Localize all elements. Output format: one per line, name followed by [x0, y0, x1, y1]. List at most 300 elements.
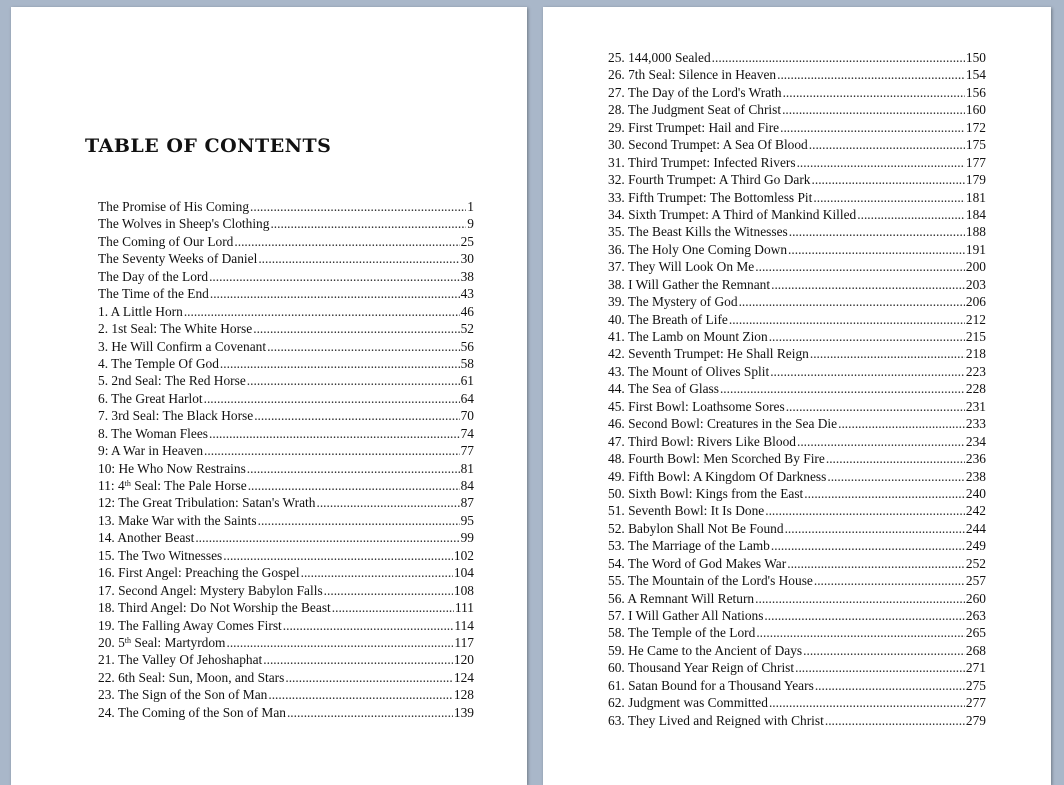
toc-entry-title-text: 49. Fifth Bowl: A Kingdom Of Darkness: [608, 468, 827, 484]
toc-entry[interactable]: [98, 564, 474, 581]
toc-list-right: [608, 49, 986, 729]
toc-page-number: 279: [965, 712, 986, 728]
toc-entry-title-text: The Promise of His Coming: [98, 199, 250, 214]
toc-dot-leader: [195, 529, 459, 546]
toc-dot-leader: [814, 572, 965, 589]
toc-entry-title-text: The Coming of Our Lord: [98, 233, 234, 249]
toc-entry-title: [608, 694, 768, 711]
toc-page-number: 160: [965, 102, 986, 118]
toc-page-number: 175: [965, 137, 986, 153]
toc-entry-title-text: 14. Another Beast: [98, 530, 195, 546]
toc-entry-title-text: The Time of the End: [98, 286, 209, 302]
toc-entry-title: [98, 285, 209, 302]
toc-dot-leader: [283, 617, 454, 634]
toc-entry[interactable]: [98, 686, 474, 703]
toc-page-number: 275: [965, 677, 986, 693]
toc-entry[interactable]: [608, 136, 986, 153]
toc-entry-title: [98, 547, 222, 564]
toc-entry-title-text: 51. Seventh Bowl: It Is Done: [608, 503, 765, 519]
toc-page-number: 111: [454, 600, 474, 616]
toc-entry[interactable]: [98, 250, 474, 267]
toc-entry-title-text: 42. Seventh Trumpet: He Shall Reign: [608, 346, 809, 362]
toc-entry-title: [98, 355, 219, 372]
toc-entry[interactable]: [608, 677, 986, 694]
toc-page-number: 233: [965, 416, 986, 432]
toc-page-number: 184: [965, 206, 986, 222]
toc-page-number: 139: [453, 704, 474, 720]
toc-dot-leader: [267, 338, 460, 355]
toc-entry[interactable]: [608, 572, 986, 589]
toc-dot-leader: [788, 241, 965, 258]
toc-entry-title: [608, 398, 785, 415]
toc-entry-title-text: 56. A Remnant Will Return: [608, 590, 755, 606]
toc-dot-leader: [795, 659, 965, 676]
toc-page-number: 43: [460, 286, 474, 302]
toc-dot-leader: [247, 372, 460, 389]
toc-entry-title-text: 6. The Great Harlot: [98, 390, 203, 406]
toc-entry-ordinal-suffix: th: [124, 635, 132, 645]
toc-page-number: 240: [965, 485, 986, 501]
toc-entry-title: [98, 494, 315, 511]
toc-entry[interactable]: [608, 398, 986, 415]
toc-dot-leader: [756, 624, 965, 641]
toc-dot-leader: [797, 433, 965, 450]
toc-dot-leader: [810, 345, 965, 362]
toc-entry-title-text: 12: The Great Tribulation: Satan's Wrath: [98, 495, 316, 511]
toc-entry-title: [608, 502, 764, 519]
toc-page-number: 244: [965, 520, 986, 536]
toc-entry[interactable]: [608, 363, 986, 380]
toc-dot-leader: [789, 223, 965, 240]
toc-entry-title-text: 52. Babylon Shall Not Be Found: [608, 520, 784, 536]
toc-dot-leader: [223, 547, 453, 564]
toc-entry[interactable]: [608, 712, 986, 729]
toc-entry-title: [98, 407, 253, 424]
toc-entry[interactable]: [608, 642, 986, 659]
toc-entry[interactable]: [608, 84, 986, 101]
toc-entry-title: [98, 390, 203, 407]
toc-entry-title: [98, 582, 323, 599]
toc-dot-leader: [254, 407, 459, 424]
toc-entry-title: [98, 303, 183, 320]
toc-entry[interactable]: [608, 293, 986, 310]
toc-entry[interactable]: [98, 529, 474, 546]
toc-entry-title-text: 63. They Lived and Reigned with Christ: [608, 712, 824, 728]
toc-dot-leader: [263, 651, 453, 668]
toc-page-number: 77: [460, 443, 474, 459]
toc-page-number: 117: [454, 634, 474, 650]
toc-entry-title-text: 17. Second Angel: Mystery Babylon Falls: [98, 582, 323, 598]
toc-entry[interactable]: [98, 494, 474, 511]
toc-entry-title: [98, 425, 208, 442]
toc-entry-title-text: 35. The Beast Kills the Witnesses: [608, 224, 788, 240]
toc-page-number: 218: [965, 346, 986, 362]
toc-entry-title-text: 29. First Trumpet: Hail and Fire: [608, 119, 780, 135]
toc-entry-title-text: 45. First Bowl: Loathsome Sores: [608, 398, 785, 414]
toc-entry[interactable]: [608, 450, 986, 467]
toc-entry-title-text: 31. Third Trumpet: Infected Rivers: [608, 154, 796, 170]
toc-entry[interactable]: [608, 380, 986, 397]
toc-page-number: 30: [460, 251, 474, 267]
toc-page-number: 52: [460, 321, 474, 337]
toc-entry[interactable]: [608, 590, 986, 607]
toc-dot-leader: [247, 460, 460, 477]
toc-entry-title: [608, 311, 728, 328]
toc-entry-title-text: 54. The Word of God Makes War: [608, 555, 787, 571]
toc-entry[interactable]: [608, 659, 986, 676]
toc-dot-leader: [234, 233, 459, 250]
toc-page-number: 242: [965, 503, 986, 519]
toc-entry-title: [608, 241, 787, 258]
toc-dot-leader: [226, 634, 453, 651]
toc-entry[interactable]: [608, 101, 986, 118]
toc-entry-title-text: 7. 3rd Seal: The Black Horse: [98, 408, 254, 424]
toc-entry[interactable]: [98, 651, 474, 668]
toc-page-number: 102: [453, 547, 474, 563]
toc-page-number: 277: [965, 695, 986, 711]
toc-page-number: 99: [460, 530, 474, 546]
toc-entry[interactable]: [608, 241, 986, 258]
toc-dot-leader: [826, 450, 965, 467]
toc-page-number: 124: [453, 669, 474, 685]
toc-dot-leader: [797, 154, 965, 171]
toc-dot-leader: [771, 537, 965, 554]
toc-page-number: 95: [460, 512, 474, 528]
toc-entry-title: [608, 555, 786, 572]
toc-entry-title-text: 5. 2nd Seal: The Red Horse: [98, 373, 246, 389]
toc-entry[interactable]: [98, 704, 474, 721]
toc-entry-title: [98, 512, 257, 529]
toc-dot-leader: [769, 328, 965, 345]
toc-entry-title: [608, 223, 788, 240]
toc-page-number: 128: [453, 687, 474, 703]
toc-entry-title-text: 57. I Will Gather All Nations: [608, 608, 764, 623]
toc-dot-leader: [248, 477, 460, 494]
toc-entry-title: [608, 171, 811, 188]
toc-entry-title: [608, 450, 825, 467]
toc-entry-title: [608, 607, 763, 624]
toc-dot-leader: [765, 502, 965, 519]
toc-dot-leader: [764, 607, 964, 624]
toc-entry-title: [608, 328, 768, 345]
toc-entry-title-text: 19. The Falling Away Comes First: [98, 617, 282, 633]
toc-entry-title-text: 37. They Will Look On Me: [608, 259, 755, 275]
toc-dot-leader: [301, 564, 453, 581]
toc-page-number: 70: [460, 408, 474, 424]
toc-entry-title: [608, 49, 711, 66]
toc-page-number: 231: [965, 398, 986, 414]
toc-page-number: 38: [460, 268, 474, 284]
toc-entry[interactable]: [98, 669, 474, 686]
toc-entry[interactable]: [608, 624, 986, 641]
toc-entry-title: [98, 599, 331, 616]
toc-entry-title: [98, 669, 284, 686]
toc-page-number: 74: [460, 425, 474, 441]
toc-entry[interactable]: [98, 599, 474, 616]
toc-entry[interactable]: [98, 338, 474, 355]
toc-entry-title: [608, 119, 779, 136]
toc-entry-title-text: 62. Judgment was Committed: [608, 695, 768, 711]
toc-dot-leader: [785, 520, 965, 537]
toc-entry-title: [608, 345, 809, 362]
toc-page-number: 154: [965, 67, 986, 83]
toc-dot-leader: [285, 669, 453, 686]
toc-entry-title-text: 58. The Temple of the Lord: [608, 625, 756, 641]
toc-entry[interactable]: [98, 372, 474, 389]
toc-dot-leader: [812, 171, 965, 188]
toc-entry[interactable]: [608, 345, 986, 362]
toc-entry-title: [98, 704, 286, 721]
toc-entry-title: [608, 572, 813, 589]
toc-entry[interactable]: [608, 485, 986, 502]
toc-entry-title-text: 48. Fourth Bowl: Men Scorched By Fire: [608, 451, 825, 467]
toc-page-number: 268: [965, 642, 986, 658]
toc-entry[interactable]: [98, 547, 474, 564]
toc-dot-leader: [838, 415, 965, 432]
toc-dot-leader: [204, 390, 460, 407]
toc-page-number: 114: [454, 617, 474, 633]
toc-entry-title-text: 13. Make War with the Saints: [98, 512, 257, 528]
toc-dot-leader: [771, 276, 965, 293]
toc-entry[interactable]: [608, 502, 986, 519]
toc-page-number: 1: [467, 199, 474, 214]
toc-page-number: 265: [965, 625, 986, 641]
toc-entry-title-text: 1. A Little Horn: [98, 303, 183, 319]
toc-entry[interactable]: [608, 537, 986, 554]
document-page-right: [543, 7, 1051, 785]
toc-entry[interactable]: [98, 512, 474, 529]
toc-entry-title: [98, 529, 194, 546]
toc-entry-title-text: 21. The Valley Of Jehoshaphat: [98, 652, 263, 668]
toc-entry[interactable]: [608, 119, 986, 136]
toc-entry[interactable]: [98, 617, 474, 634]
toc-dot-leader: [780, 119, 965, 136]
toc-entry-title: [608, 206, 856, 223]
toc-page-number: 181: [965, 189, 986, 205]
toc-dot-leader: [755, 590, 965, 607]
toc-entry-title-text: 59. He Came to the Ancient of Days: [608, 642, 803, 658]
toc-entry[interactable]: [608, 189, 986, 206]
toc-entry[interactable]: [98, 320, 474, 337]
toc-entry[interactable]: [98, 582, 474, 599]
toc-entry-title-text: 38. I Will Gather the Remnant: [608, 276, 771, 292]
toc-entry[interactable]: [98, 390, 474, 407]
toc-entry[interactable]: [608, 66, 986, 83]
toc-heading: TABLE OF CONTENTS: [85, 135, 332, 157]
toc-page-number: 212: [965, 311, 986, 327]
toc-entry[interactable]: [98, 407, 474, 424]
toc-entry-title: [98, 617, 282, 634]
toc-entry[interactable]: [608, 154, 986, 171]
toc-entry[interactable]: [608, 468, 986, 485]
toc-dot-leader: [729, 311, 965, 328]
toc-entry-title: [608, 712, 824, 729]
toc-page-number: 200: [965, 259, 986, 275]
toc-entry-title: [98, 651, 262, 668]
toc-page-number: 120: [453, 652, 474, 668]
toc-dot-leader: [253, 320, 459, 337]
toc-entry-title-text: 25. 144,000 Sealed: [608, 50, 711, 65]
toc-dot-leader: [250, 198, 466, 215]
toc-entry-title: [608, 363, 769, 380]
toc-entry-title: [98, 460, 246, 477]
toc-page-number: 25: [460, 233, 474, 249]
toc-page-number: 9: [467, 216, 474, 232]
toc-dot-leader: [204, 442, 460, 459]
toc-entry[interactable]: [98, 460, 474, 477]
toc-entry-title: [608, 154, 796, 171]
toc-entry-title-text: 32. Fourth Trumpet: A Third Go Dark: [608, 172, 811, 188]
toc-entry-title-text: The Day of the Lord: [98, 268, 209, 284]
toc-entry-title-text: 9: A War in Heaven: [98, 443, 204, 459]
toc-entry-title: [608, 677, 814, 694]
toc-entry[interactable]: [608, 694, 986, 711]
toc-entry-title-text: 60. Thousand Year Reign of Christ: [608, 660, 795, 676]
toc-entry-title: [608, 642, 802, 659]
toc-entry-title: [98, 477, 247, 494]
toc-entry-title-text: 34. Sixth Trumpet: A Third of Mankind Killed: [608, 206, 857, 222]
toc-entry[interactable]: [608, 49, 986, 66]
toc-page-number: 234: [965, 433, 986, 449]
toc-page-number: 84: [460, 478, 474, 493]
toc-page-number: 206: [965, 294, 986, 310]
toc-dot-leader: [210, 285, 460, 302]
toc-entry[interactable]: [98, 268, 474, 285]
toc-dot-leader: [258, 512, 460, 529]
toc-page-number: 87: [460, 495, 474, 511]
toc-dot-leader: [825, 712, 965, 729]
toc-entry[interactable]: [98, 477, 474, 494]
toc-dot-leader: [755, 258, 965, 275]
toc-entry-title: [608, 537, 770, 554]
toc-entry-title: [608, 590, 754, 607]
toc-dot-leader: [258, 250, 459, 267]
document-page-left: [11, 7, 527, 785]
toc-entry[interactable]: [608, 223, 986, 240]
toc-entry-title: [608, 433, 796, 450]
toc-page-number: 223: [965, 363, 986, 379]
toc-dot-leader: [287, 704, 453, 721]
toc-dot-leader: [220, 355, 460, 372]
toc-dot-leader: [209, 425, 460, 442]
toc-entry-title: [608, 189, 812, 206]
toc-dot-leader: [815, 677, 965, 694]
toc-dot-leader: [809, 136, 965, 153]
toc-entry-title: [608, 66, 776, 83]
toc-entry[interactable]: [98, 198, 474, 215]
toc-dot-leader: [332, 599, 454, 616]
toc-entry[interactable]: [98, 285, 474, 302]
toc-dot-leader: [316, 494, 459, 511]
toc-entry-title: [98, 634, 225, 651]
toc-page-number: 203: [965, 276, 986, 292]
toc-entry-title-rest: Seal: Martyrdom: [131, 634, 226, 650]
toc-dot-leader: [184, 303, 460, 320]
toc-entry[interactable]: [98, 303, 474, 320]
toc-page-number: 260: [965, 590, 986, 606]
toc-entry-title-text: 16. First Angel: Preaching the Gospel: [98, 565, 300, 581]
toc-entry-title-text: 47. Third Bowl: Rivers Like Blood: [608, 433, 796, 449]
toc-entry[interactable]: [98, 355, 474, 372]
toc-entry-title: [608, 485, 803, 502]
toc-entry-title-text: 10: He Who Now Restrains: [98, 460, 246, 476]
toc-entry[interactable]: [608, 258, 986, 275]
toc-page-number: 236: [965, 451, 986, 467]
toc-entry-title: [98, 338, 266, 355]
toc-dot-leader: [209, 268, 460, 285]
toc-page-number: 108: [453, 582, 474, 598]
toc-entry-title: [608, 380, 719, 397]
toc-entry[interactable]: [98, 634, 474, 651]
toc-entry[interactable]: [608, 311, 986, 328]
toc-page-number: 191: [965, 241, 986, 257]
toc-entry-title: [98, 215, 269, 232]
toc-page-number: 56: [460, 338, 474, 354]
toc-entry[interactable]: [608, 520, 986, 537]
toc-entry-title-text: 11: 4: [98, 478, 125, 493]
toc-entry[interactable]: [608, 171, 986, 188]
toc-dot-leader: [712, 49, 965, 66]
toc-dot-leader: [783, 84, 965, 101]
toc-entry-title: [608, 276, 770, 293]
toc-entry-title: [98, 320, 252, 337]
toc-entry-title-text: 8. The Woman Flees: [98, 425, 209, 441]
toc-entry[interactable]: [608, 206, 986, 223]
toc-entry[interactable]: [98, 233, 474, 250]
toc-dot-leader: [813, 189, 965, 206]
toc-entry[interactable]: [608, 555, 986, 572]
toc-entry[interactable]: [608, 415, 986, 432]
toc-page-number: 64: [460, 390, 474, 406]
toc-dot-leader: [769, 694, 965, 711]
toc-list-left: [98, 198, 474, 721]
toc-entry[interactable]: [608, 328, 986, 345]
toc-entry-title-text: The Seventy Weeks of Daniel: [98, 251, 258, 267]
toc-entry-title-text: 61. Satan Bound for a Thousand Years: [608, 677, 814, 693]
toc-entry-title: [608, 415, 837, 432]
toc-page-number: 257: [965, 573, 986, 589]
toc-entry-ordinal-suffix: th: [124, 479, 131, 488]
toc-entry-title-rest: Seal: The Pale Horse: [130, 478, 247, 493]
toc-entry-title-text: 20. 5: [98, 634, 125, 650]
toc-entry-title-text: 39. The Mystery of God: [608, 294, 738, 310]
toc-entry-title: [98, 198, 249, 215]
toc-entry-title-text: 24. The Coming of the Son of Man: [98, 704, 286, 720]
toc-entry-title: [98, 686, 267, 703]
toc-entry-title-text: 41. The Lamb on Mount Zion: [608, 329, 768, 344]
toc-dot-leader: [268, 686, 453, 703]
toc-entry-title-text: 30. Second Trumpet: A Sea Of Blood: [608, 137, 808, 153]
toc-dot-leader: [739, 293, 965, 310]
toc-entry[interactable]: [98, 425, 474, 442]
toc-entry[interactable]: [98, 215, 474, 232]
toc-entry-title-text: 2. 1st Seal: The White Horse: [98, 321, 253, 337]
toc-entry-title-text: 55. The Mountain of the Lord's House: [608, 573, 813, 589]
toc-entry-title-text: 26. 7th Seal: Silence in Heaven: [608, 67, 777, 83]
toc-page-number: 58: [460, 355, 474, 371]
toc-entry-title-text: 53. The Marriage of the Lamb: [608, 538, 770, 554]
toc-entry[interactable]: [608, 433, 986, 450]
toc-entry-title-text: 40. The Breath of Life: [608, 311, 728, 327]
toc-entry-title: [608, 84, 782, 101]
toc-entry-title-text: 3. He Will Confirm a Covenant: [98, 338, 267, 354]
toc-entry[interactable]: [608, 276, 986, 293]
toc-page-number: 46: [460, 303, 474, 319]
toc-entry[interactable]: [608, 607, 986, 624]
toc-entry-title-text: 27. The Day of the Lord's Wrath: [608, 84, 782, 100]
toc-page-number: 172: [965, 119, 986, 135]
toc-entry[interactable]: [98, 442, 474, 459]
